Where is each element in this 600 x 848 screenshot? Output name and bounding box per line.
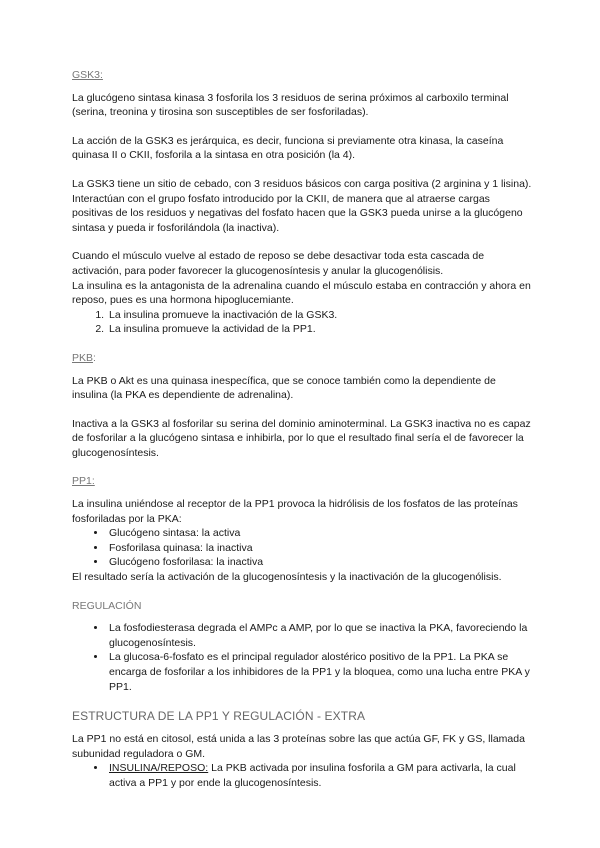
list-item: • La fosfodiesterasa degrada el AMPc a AMP, por lo que se inactiva la PKA, favoreciendo la glucogenosíntesis.: [107, 621, 532, 650]
list-item: [107, 761, 532, 790]
gsk3-numbered-list: [72, 308, 532, 337]
pkb-paragraph-1: La PKB o Akt es una quinasa inespecífica, que se conoce también como la dependiente de insulina (la PKA es dependiente de adrenalina).: [72, 374, 496, 402]
document-content: [72, 68, 532, 791]
list-item: • Fosforilasa quinasa: la inactiva: [107, 541, 532, 556]
list-item: 1. La insulina promueve la inactivación de la GSK3.: [107, 308, 532, 323]
list-item: • Glucógeno sintasa: la activa: [107, 526, 532, 541]
gsk3-heading: GSK3:: [72, 69, 103, 81]
pkb-paragraph-2: Inactiva a la GSK3 al fosforilar su serina del dominio aminoterminal. La GSK3 inactiva no es capaz de fosforilar a la glucógeno sintasa e inhibirla, por lo que el resultado final sería el de favorecer la glucogenosíntesis.: [72, 417, 531, 459]
gsk3-paragraph-1: La glucógeno sintasa kinasa 3 fosforila los 3 residuos de serina próximos al carboxilo terminal (serina, treonina y tirosina son susceptibles de ser fosforiladas).: [72, 91, 509, 119]
list-item: • Glucógeno fosforilasa: la inactiva: [107, 555, 532, 570]
pp1-paragraph-2: El resultado sería la activación de la glucogenosíntesis y la inactivación de la glucogenólisis.: [72, 571, 502, 584]
regulacion-heading: REGULACIÓN: [72, 599, 142, 612]
insulina-reposo-label: INSULINA/REPOSO:: [109, 762, 209, 775]
estructura-heading: ESTRUCTURA DE LA PP1 Y REGULACIÓN - EXTRA: [72, 709, 366, 724]
estructura-paragraph-1: La PP1 no está en citosol, está unida a las 3 proteínas sobre las que actúa GF, FK y GS, llamada subunidad reguladora o GM.: [72, 733, 525, 760]
list-item: 2. La insulina promueve la actividad de la PP1.: [107, 322, 532, 337]
pp1-heading: PP1:: [72, 475, 95, 488]
pkb-heading-line: [72, 351, 532, 366]
gsk3-paragraph-4: Cuando el músculo vuelve al estado de reposo se debe desactivar toda esta cascada de activación, para poder favorecer la glucogenosíntesis y anular la glucogenólisis.: [72, 250, 485, 277]
gsk3-paragraph-2: La acción de la GSK3 es jerárquica, es decir, funciona si previamente otra kinasa, la caseína quinasa II o CKII, fosforila a la sintasa en otra posición (la 4).: [72, 134, 504, 162]
estructura-bullet-list: [72, 761, 532, 790]
pp1-bullet-list: [72, 526, 532, 570]
gsk3-paragraph-5: La insulina es la antagonista de la adrenalina cuando el músculo estaba en contracción y ahora en reposo, pues es una hormona hipoglucemiante.: [72, 279, 531, 307]
gsk3-paragraph-3: La GSK3 tiene un sitio de cebado, con 3 residuos básicos con carga positiva (2 arginina y 1 lisina). Interactúan con el grupo fosfato introducido por la CKII, de manera que al atraerse cargas positivas de los residuos y negativas del fosfato hacen que la GSK3 pueda unirse a la glucógeno sintasa y pueda ir fosforilándola (la inactiva).: [72, 177, 532, 234]
regulacion-bullet-list: [72, 621, 532, 694]
pkb-heading: PKB: [72, 351, 94, 364]
list-item: • La glucosa-6-fosfato es el principal regulador alostérico positivo de la PP1. La PKA se encarga de fosforilar a los inhibidores de la PP1 y la bloquea, como una lucha entre PKA y PP1.: [107, 650, 532, 694]
insulina-reposo-text: La PKB activada por insulina fosforila a GM para activarla, la cual activa a PP1 y por ende la glucogenosíntesis.: [109, 762, 516, 789]
pp1-paragraph-1: La insulina uniéndose al receptor de la PP1 provoca la hidrólisis de los fosfatos de las proteínas fosforiladas por la PKA:: [72, 498, 518, 525]
pkb-heading-colon: :: [93, 351, 96, 364]
